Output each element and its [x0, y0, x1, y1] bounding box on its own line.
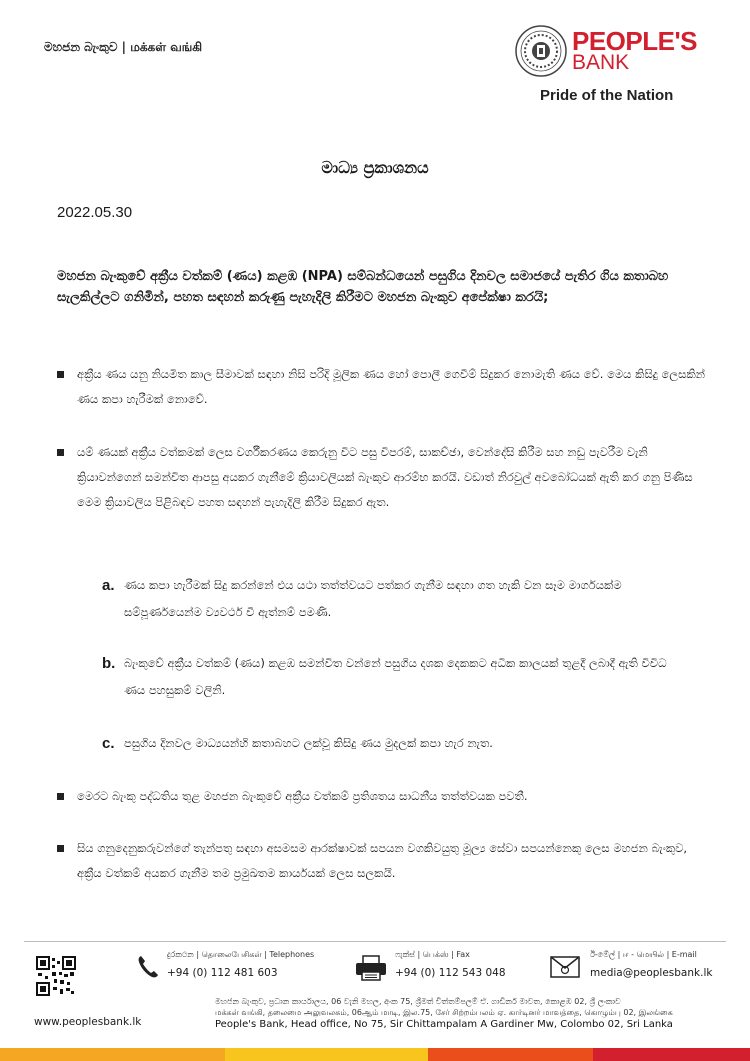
fax-icon [354, 955, 388, 981]
stripe-segment [428, 1048, 593, 1061]
footer-color-stripe [0, 1048, 750, 1061]
document-date: 2022.05.30 [57, 204, 133, 221]
bullet-square-icon [57, 793, 64, 800]
sub-item-text: බැංකුවේ අක්‍රීය වත්කම් (ණය) කළඹ සමන්විත වන්නේ පසුගිය දශක දෙකකට අධික කාලයක් තුළදී ලබාදී ඇති විවිධ ණය පහසුකම් වලිනි. [124, 656, 667, 697]
bullet-square-icon [57, 449, 64, 456]
fax-block [395, 950, 506, 979]
telephone-label: දුරකථන | தொலைபேசிகள் | Telephones [167, 950, 315, 959]
address-english: People's Bank, Head office, No 75, Sir Chittampalam A Gardiner Mw, Colombo 02, Sri Lanka [215, 1019, 673, 1030]
bank-emblem-icon [514, 24, 568, 78]
phone-icon [136, 954, 160, 980]
sub-item-letter: a. [102, 577, 115, 594]
bullet-square-icon [57, 845, 64, 852]
sub-item-text: පසුගිය දිනවල මාධ්‍යයන්හි කතාබහට ලක්වූ කිසිදු ණය මුදලක් කපා හැර නැත. [124, 736, 493, 750]
head-office-address [215, 996, 725, 1030]
tagline: Pride of the Nation [540, 87, 674, 104]
footer-divider [24, 941, 726, 942]
bullet-item-3 [57, 784, 707, 809]
bullet-square-icon [57, 371, 64, 378]
sub-item-letter: c. [102, 735, 115, 752]
fax-number: +94 (0) 112 543 048 [395, 967, 506, 979]
telephone-number[interactable]: +94 (0) 112 481 603 [167, 967, 278, 979]
stripe-segment [593, 1048, 750, 1061]
logo-subtext: BANK [572, 51, 630, 74]
address-sinhala: මහජන බැංකුව, ප්‍රධාන කාර්යාලය, 06 වැනි මහල, අංක 75, ශ්‍රීමත් චිත්තම්පලම් ඒ. ගාඩිනර් මාවත, කොළඹ 02, ශ්‍රී ලංකාව [215, 997, 621, 1006]
bullet-item-4 [57, 836, 707, 886]
sub-item-c [102, 730, 682, 757]
website-link[interactable]: www.peoplesbank.lk [34, 1016, 142, 1028]
bullet-text: සිය ගනුදෙනුකරුවන්ගේ තැන්පතු සඳහා අසමසම ආරක්ෂාවක් සපයන වගකිවයුතු මූල්‍ය සේවා සපයන්නෙකු ලෙස මහජන බැංකුව, අක්‍රීය වත්කම් අයකර ගැනීම තම ප්‍රමුඛතම කාර්යයක් ලෙස සලකයි. [77, 841, 688, 880]
email-icon [550, 956, 580, 978]
sub-item-b [102, 650, 682, 704]
intro-paragraph: මහජන බැංකුවේ අක්‍රීය වත්කම් (ණය) කළඹ (NPA) සම්බන්ධයෙන් පසුගිය දිනවල සමාජයේ පැතිර ගිය කතාබහ සැලකිල්ලට ගනිමින්, පහත සඳහන් කරුණු පැහැදිලි කිරීමට මහජන බැංකුව අපේක්ෂා කරයි; [57, 269, 669, 305]
stripe-segment [225, 1048, 428, 1061]
qr-code-icon [36, 956, 76, 996]
fax-label: ෆැක්ස් | பெக்ஸ் | Fax [395, 950, 470, 959]
bullet-text: යම් ණයක් අක්‍රීය වත්කමක් ලෙස වර්ගීකරණය කෙරුනු විට පසු විපරම්, සාකච්ඡා, වෙන්දේසි කිරීම සහ නඩු පැවරීම වැනි ක්‍රියාවන්ගෙන් සමන්විත ආපසු අයකර ගැනීමේ ක්‍රියාවලියක් බැංකුව ආරම්භ කරයි. වඩාත් නිරවුල් අවබෝධයක් ඇති කර ගනු පිණිස මෙම ක්‍රියාවලිය පිළිබඳව පහත සඳහන් පැහැදිලි කිරීම සිදුකර ඇත. [77, 445, 693, 509]
logo-name: PEOPLE'S [572, 26, 697, 56]
sub-item-a [102, 572, 682, 626]
telephone-block [167, 950, 314, 979]
sub-item-text: ණය කපා හැරීමක් සිදු කරන්නේ එය යථා තත්ත්වයට පත්කර ගැනීම සඳහා ගත හැකි වන සෑම මාර්ගයක්ම සම්පූර්ණයෙන්ම ව්‍යවර්ථ වී ඇත්නම් පමණි. [124, 578, 622, 619]
bullet-text: අක්‍රීය ණය යනු නියමිත කාල සීමාවක් සඳහා නිසි පරිදි මූලික ණය හෝ පොලී ගෙවීම් සිදුකර නොමැති ණය වේ. මෙය කිසිදු ලෙසකින් ණය කපා හැරීමක් නොවේ. [77, 367, 706, 406]
bullet-text: මෙරට බැංකු පද්ධතිය තුළ මහජන බැංකුවේ අක්‍රීය වත්කම් ප්‍රතිශතය සාධනීය තත්ත්වයක පවතී. [77, 789, 528, 803]
bullet-item-1 [57, 362, 707, 412]
email-label: ඊ-මේල් | ஈ - மெயில் | E-mail [590, 950, 697, 959]
address-tamil: மக்கள் வங்கி, தலைமை அலுவலகம், 06ஆம் மாடி, இல.75, சேர் சிற்றம்பலம் ஏ. கார்டினர் மாவத்தை, கொழும்பு 02, இலங்கை [215, 1008, 673, 1017]
bank-name-local: මහජන බැංකුව | மக்கள் வங்கி [44, 40, 203, 54]
document-title: මාධ්‍ය ප්‍රකාශනය [321, 158, 429, 177]
email-address[interactable]: media@peoplesbank.lk [590, 967, 713, 979]
sub-item-letter: b. [102, 655, 116, 672]
stripe-segment [0, 1048, 225, 1061]
bullet-item-2 [57, 440, 707, 515]
email-block [590, 950, 712, 979]
